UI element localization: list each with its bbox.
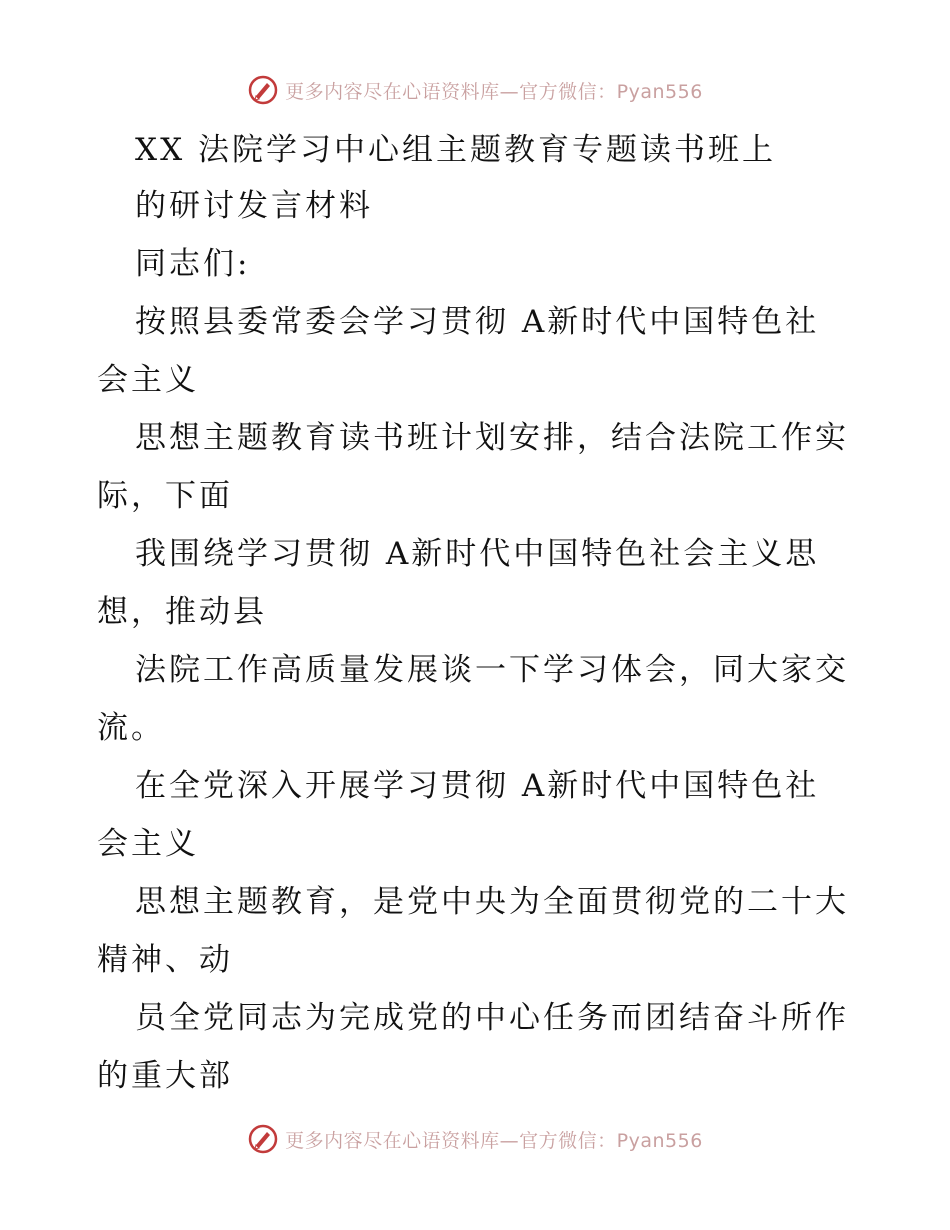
paragraph-line: 流。: [97, 710, 165, 746]
doc-title-line-1: XX 法院学习中心组主题教育专题读书班上: [135, 132, 776, 168]
pen-circle-logo-icon: [247, 74, 279, 106]
paragraph-line: 精神、动: [97, 942, 233, 978]
pen-circle-logo-icon: [247, 1123, 279, 1155]
paragraph-line: 按照县委常委会学习贯彻 A新时代中国特色社: [135, 304, 820, 340]
salutation: 同志们:: [135, 246, 251, 282]
watermark-banner-top: [0, 70, 950, 110]
watermark-text: 更多内容尽在心语资料库—官方微信：Pyan556: [285, 80, 703, 103]
paragraph-line: 法院工作高质量发展谈一下学习体会，同大家交: [135, 652, 849, 688]
paragraph-line: 的重大部: [97, 1058, 233, 1094]
paragraph-line: 在全党深入开展学习贯彻 A新时代中国特色社: [135, 768, 820, 804]
paragraph-line: 想，推动县: [97, 594, 267, 630]
paragraph-line: 员全党同志为完成党的中心任务而团结奋斗所作: [135, 1000, 849, 1036]
paragraph-line: 会主义: [97, 362, 199, 398]
paragraph-line: 思想主题教育读书班计划安排，结合法院工作实: [135, 420, 849, 456]
watermark-banner-bottom: [0, 1119, 950, 1159]
paragraph-line: 际，下面: [97, 478, 233, 514]
paragraph-line: 我围绕学习贯彻 A新时代中国特色社会主义思: [135, 536, 820, 572]
doc-title-line-2: 的研讨发言材料: [135, 188, 373, 224]
watermark-text: 更多内容尽在心语资料库—官方微信：Pyan556: [285, 1129, 703, 1152]
paragraph-line: 思想主题教育，是党中央为全面贯彻党的二十大: [135, 884, 849, 920]
paragraph-line: 会主义: [97, 826, 199, 862]
